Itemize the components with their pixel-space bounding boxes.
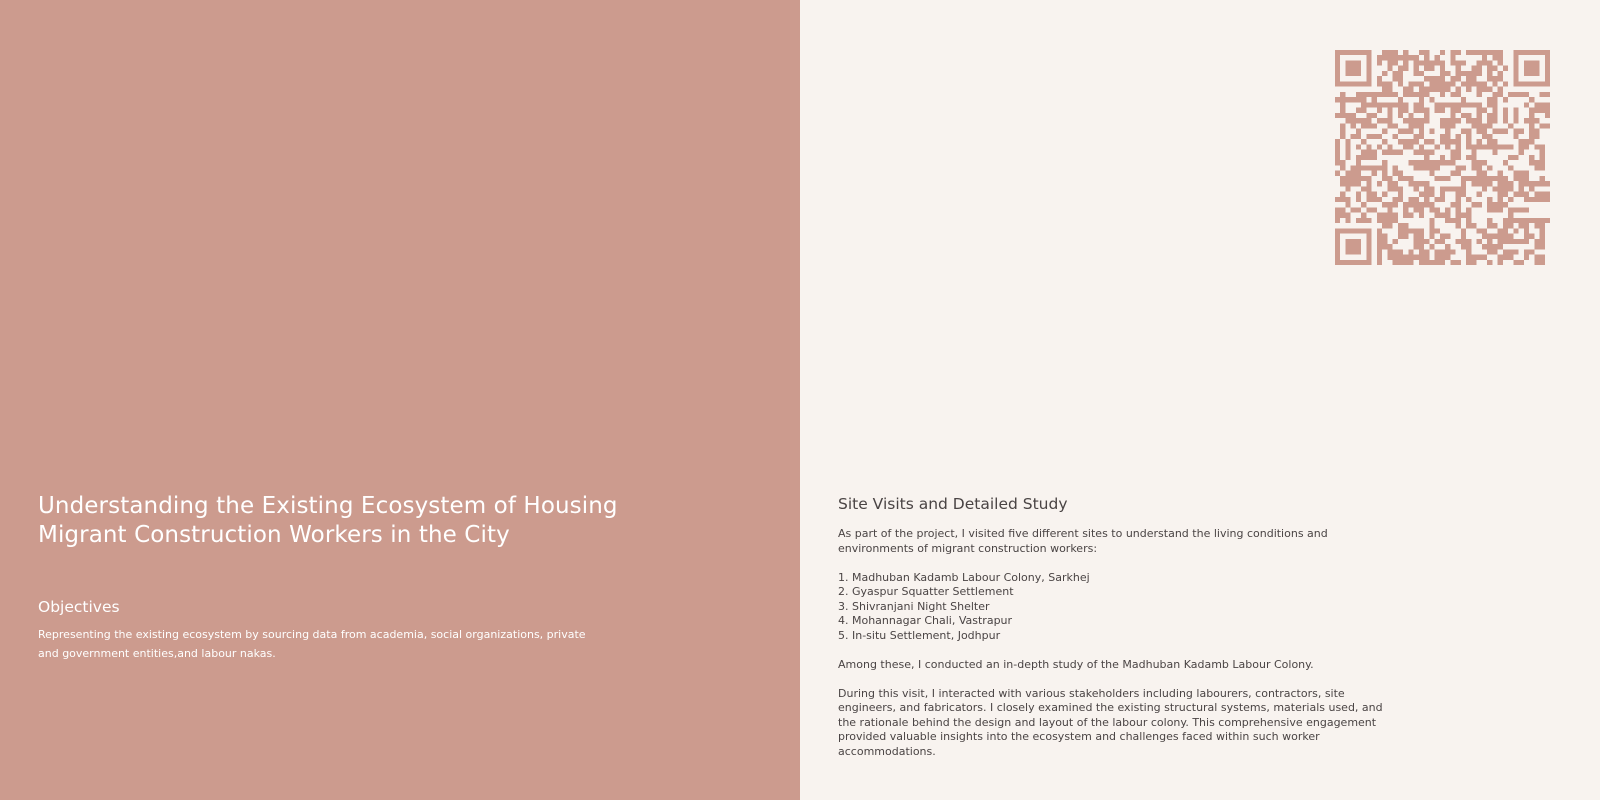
- site-list-item-5: 5. In-situ Settlement, Jodhpur: [838, 628, 1001, 642]
- qr-modules: [1335, 50, 1550, 265]
- section-title: Site Visits and Detailed Study: [838, 495, 1068, 513]
- site-list-item-1: 1. Madhuban Kadamb Labour Colony, Sarkhej: [838, 570, 1090, 584]
- intro-paragraph: As part of the project, I visited five different sites to understand the living conditions and environments of migrant construction workers:: [838, 527, 1328, 555]
- qr-code-icon[interactable]: [1335, 50, 1550, 265]
- objectives-text: Representing the existing ecosystem by sourcing data from academia, social organizations, private and government entities,and labour nakas.: [38, 628, 586, 660]
- study-note-paragraph: Among these, I conducted an in-depth study of the Madhuban Kadamb Labour Colony.: [838, 657, 1314, 671]
- section-body: [838, 527, 1398, 774]
- objectives-heading: Objectives: [38, 598, 120, 616]
- site-list: [838, 571, 1398, 644]
- site-list-item-3: 3. Shivranjani Night Shelter: [838, 599, 990, 613]
- page-title: Understanding the Existing Ecosystem of Housing Migrant Construction Workers in the City: [38, 493, 618, 548]
- right-page: [800, 0, 1600, 800]
- site-list-item-2: 2. Gyaspur Squatter Settlement: [838, 585, 1014, 598]
- visit-details-paragraph: During this visit, I interacted with various stakeholders including labourers, contractors, site engineers, and fabricators. I closely examined the existing structural systems, materials used, and the rationale behind the design and layout of the labour colony. This comprehensive engagement provided valuable insights into the ecosystem and challenges faced within such worker accommodations.: [838, 686, 1383, 758]
- site-list-item-4: 4. Mohannagar Chali, Vastrapur: [838, 614, 1013, 627]
